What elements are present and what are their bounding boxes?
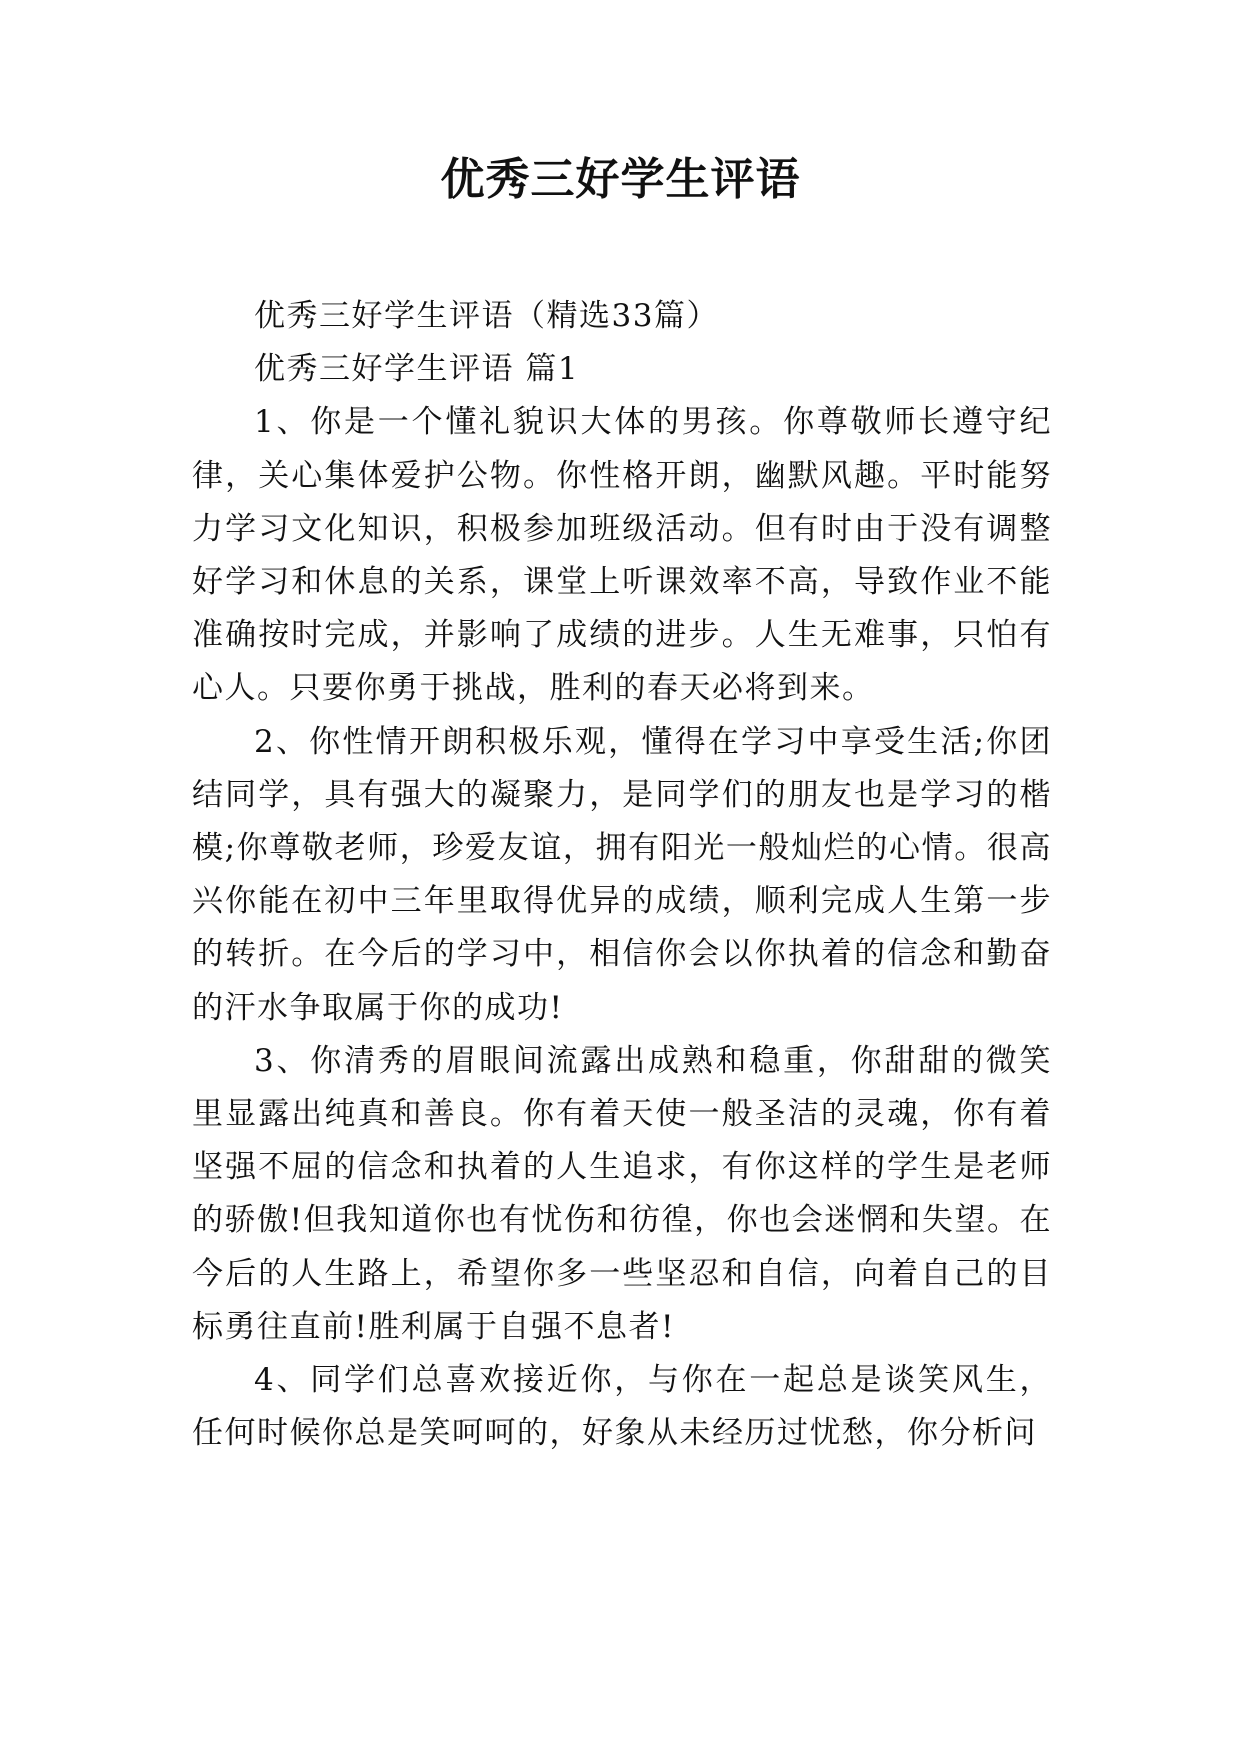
comment-paragraph-4: 4、同学们总喜欢接近你，与你在一起总是谈笑风生，任何时候你总是笑呵呵的，好象从未经历过忧愁，你分析问 xyxy=(192,1362,1052,1452)
document-body xyxy=(192,290,1052,1460)
comment-paragraph-2: 2、你性情开朗积极乐观，懂得在学习中享受生活;你团结同学，具有强大的凝聚力，是同学们的朋友也是学习的楷模;你尊敬老师，珍爱友谊，拥有阳光一般灿烂的心情。很高兴你能在初中三年里取得优异的成绩，顺利完成人生第一步的转折。在今后的学习中，相信你会以你执着的信念和勤奋的汗水争取属于你的成功! xyxy=(192,723,1052,1026)
comment-paragraph-3: 3、你清秀的眉眼间流露出成熟和稳重，你甜甜的微笑里显露出纯真和善良。你有着天使一般圣洁的灵魂，你有着坚强不屈的信念和执着的人生追求，有你这样的学生是老师的骄傲!但我知道你也有忧伤和彷徨，你也会迷惘和失望。在今后的人生路上，希望你多一些坚忍和自信，向着自己的目标勇往直前!胜利属于自强不息者! xyxy=(192,1042,1052,1345)
section-heading: 优秀三好学生评语 篇1 xyxy=(254,351,580,388)
document-title: 优秀三好学生评语 xyxy=(440,154,801,205)
document-subtitle: 优秀三好学生评语（精选33篇） xyxy=(254,298,719,334)
comment-paragraph-1: 1、你是一个懂礼貌识大体的男孩。你尊敬师长遵守纪律，关心集体爱护公物。你性格开朗，幽默风趣。平时能努力学习文化知识，积极参加班级活动。但有时由于没有调整好学习和休息的关系，课堂上听课效率不高，导致作业不能准确按时完成，并影响了成绩的进步。人生无难事，只怕有心人。只要你勇于挑战，胜利的春天必将到来。 xyxy=(192,404,1052,707)
